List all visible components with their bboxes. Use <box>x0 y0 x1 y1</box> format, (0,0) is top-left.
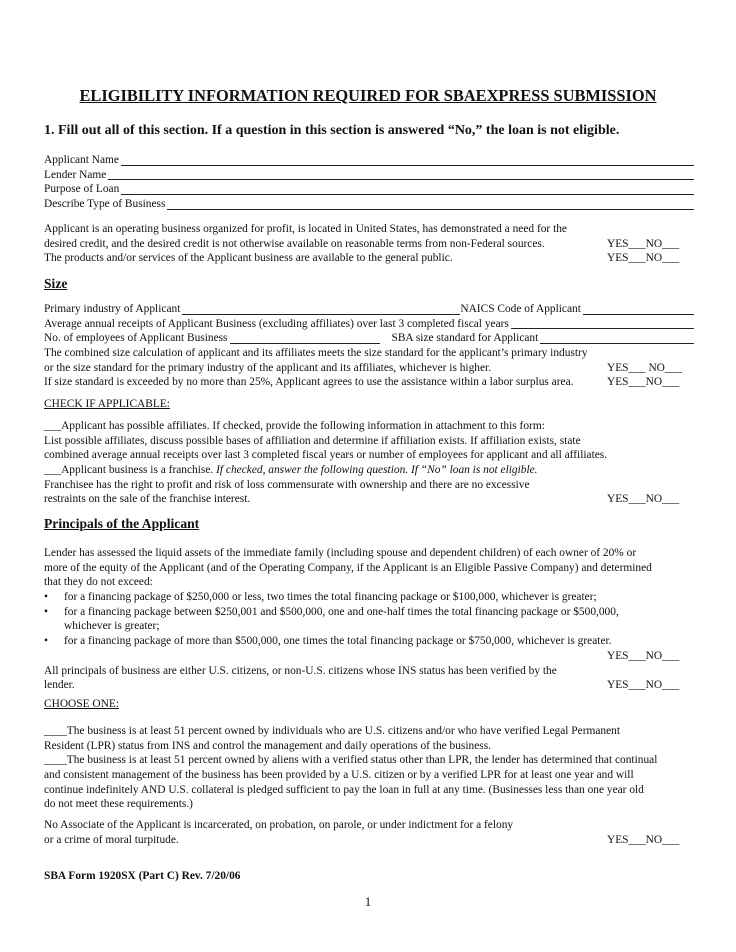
text-line <box>44 361 694 376</box>
text-line: Resident (LPR) status from INS and control the management and daily operations of the business. <box>44 739 491 752</box>
field-label: Primary industry of Applicant <box>44 302 181 315</box>
yes-no-answer[interactable]: YES___NO___ <box>607 649 680 662</box>
list-item-text: for a financing package of $250,000 or less, two times the total financing package or $100,000, whichever is greater; <box>64 591 597 604</box>
bullet-icon: • <box>44 591 48 604</box>
choose-section <box>44 724 694 812</box>
page-number: 1 <box>364 894 372 909</box>
yes-no-answer[interactable]: YES___ NO___ <box>607 361 682 374</box>
check-section <box>44 419 694 507</box>
field-blank[interactable] <box>108 169 694 180</box>
list-item-continued <box>44 619 694 634</box>
yes-no-answer[interactable]: YES___NO___ <box>607 376 680 389</box>
text-segment: lender. <box>44 679 75 692</box>
affiliates-checkbox-line[interactable]: ___Applicant has possible affiliates. If checked, provide the following information in attachment to this form: <box>44 420 545 432</box>
applicant-fields <box>44 153 694 212</box>
field-label: Purpose of Loan <box>44 183 120 196</box>
list-item <box>44 634 694 649</box>
field-blank[interactable] <box>121 184 694 195</box>
applicant-name-field[interactable] <box>44 153 694 168</box>
text-line: and consistent management of the business has been provided by a U.S. citizen or by a verified LPR for at least one year and will <box>44 769 634 782</box>
text-line: List possible affiliates, discuss possible bases of affiliation and determine if affiliation exists. If affiliation exists, state <box>44 434 581 447</box>
yes-no-answer[interactable]: YES___NO___ <box>607 237 680 250</box>
italic-note: If checked, answer the following question. If “No” loan is not eligible. <box>216 464 538 477</box>
size-heading: Size <box>44 276 68 291</box>
text-line: combined average annual receipts over last 3 completed fiscal years or number of employees for applicant and all affiliates. <box>44 449 608 462</box>
field-label: NAICS Code of Applicant <box>460 302 581 315</box>
eligibility-paragraph <box>44 222 694 266</box>
text-line <box>44 678 694 693</box>
text-line: The combined size calculation of applicant and its affiliates meets the size standard for the applicant’s primary industry <box>44 347 588 360</box>
text-segment: restraints on the sale of the franchise interest. <box>44 493 251 506</box>
primary-industry-field[interactable] <box>44 302 694 317</box>
page-title: ELIGIBILITY INFORMATION REQUIRED FOR SBAEXPRESS SUBMISSION <box>79 86 657 105</box>
yes-no-answer[interactable]: YES___NO___ <box>607 679 680 692</box>
field-label: Applicant Name <box>44 153 119 166</box>
principals-section <box>44 546 694 693</box>
text-segment: or the size standard for the primary industry of the applicant and its affiliates, whichever is higher. <box>44 361 492 374</box>
text-segment: The products and/or services of the Applicant business are available to the general public. <box>44 252 453 265</box>
choose-one-heading: CHOOSE ONE: <box>44 698 119 710</box>
text-line: Lender has assessed the liquid assets of the immediate family (including spouse and dependent children) of each owner of 20% or <box>44 547 637 559</box>
list-item-text: for a financing package between $250,001 and $500,000, one and one-half times the total financing package or $500,000, <box>64 605 619 618</box>
bullet-icon: • <box>44 635 48 648</box>
text-line: that they do not exceed: <box>44 576 153 589</box>
list-item <box>44 605 694 620</box>
principals-heading: Principals of the Applicant <box>44 516 200 531</box>
text-line: Applicant is an operating business organized for profit, is located in United States, has demonstrated a need for the <box>44 223 567 235</box>
text-line: All principals of business are either U.S. citizens, or non-U.S. citizens whose INS status has been verified by the <box>44 664 557 677</box>
text-line: do not meet these requirements.) <box>44 798 193 811</box>
employees-field[interactable] <box>44 331 694 346</box>
field-label: Lender Name <box>44 168 107 181</box>
text-line: continue indefinitely AND U.S. collateral is pledged sufficient to pay the loan in full at any time. (Businesses less than one year old <box>44 783 644 796</box>
average-receipts-field[interactable] <box>44 317 694 332</box>
text-segment: ___Applicant business is a franchise. <box>44 464 217 477</box>
list-item-text: whichever is greater; <box>64 620 160 633</box>
text-line: Franchisee has the right to profit and risk of loss commensurate with ownership and there are no excessive <box>44 478 530 491</box>
text-line: more of the equity of the Applicant (and of the Operating Company, if the Applicant is an Eligible Passive Company) and determined <box>44 561 652 574</box>
text-line <box>44 492 694 507</box>
size-section <box>44 302 694 390</box>
bullet-icon: • <box>44 605 48 618</box>
yes-no-answer[interactable]: YES___NO___ <box>607 252 680 265</box>
check-if-applicable-heading: CHECK IF APPLICABLE: <box>44 398 170 410</box>
text-line <box>44 375 694 390</box>
associate-section <box>44 818 694 847</box>
list-item-text: for a financing package of more than $500,000, one times the total financing package or $750,000, whichever is greater. <box>64 635 612 648</box>
business-type-field[interactable] <box>44 197 694 212</box>
field-label: Average annual receipts of Applicant Business (excluding affiliates) over last 3 completed fiscal years <box>44 317 509 330</box>
field-blank[interactable] <box>511 318 694 329</box>
field-blank[interactable] <box>230 333 380 344</box>
field-blank[interactable] <box>540 333 694 344</box>
purpose-of-loan-field[interactable] <box>44 182 694 197</box>
form-footer: SBA Form 1920SX (Part C) Rev. 7/20/06 <box>44 870 241 882</box>
text-segment: desired credit, and the desired credit is not otherwise available on reasonable terms from non-Federal sources. <box>44 237 545 250</box>
yes-no-answer[interactable]: YES___NO___ <box>607 493 680 506</box>
field-label: No. of employees of Applicant Business <box>44 332 228 345</box>
text-line <box>44 833 694 848</box>
text-line: No Associate of the Applicant is incarcerated, on probation, on parole, or under indictment for a felony <box>44 819 514 831</box>
field-label: SBA size standard for Applicant <box>391 332 539 345</box>
list-item <box>44 590 694 605</box>
franchise-checkbox-line[interactable] <box>44 463 694 478</box>
field-blank[interactable] <box>182 304 460 315</box>
text-line <box>44 649 694 664</box>
ownership-option-a[interactable]: ____The business is at least 51 percent owned by individuals who are U.S. citizens and/or who have verified Legal Permanent <box>44 725 621 737</box>
yes-no-answer[interactable]: YES___NO___ <box>607 833 680 846</box>
text-line <box>44 251 694 266</box>
field-blank[interactable] <box>167 199 694 210</box>
field-blank[interactable] <box>583 304 694 315</box>
section-1-heading: 1. Fill out all of this section. If a question in this section is answered “No,” the loan is not eligible. <box>44 123 620 138</box>
field-blank[interactable] <box>121 155 694 166</box>
bullet-spacer <box>44 619 64 634</box>
text-segment: If size standard is exceeded by no more than 25%, Applicant agrees to use the assistance within a labor surplus area. <box>44 376 574 389</box>
lender-name-field[interactable] <box>44 168 694 183</box>
text-segment: or a crime of moral turpitude. <box>44 833 179 846</box>
ownership-option-b[interactable]: ____The business is at least 51 percent owned by aliens with a verified status other than LPR, the lender has determined that continual <box>44 754 658 767</box>
text-line <box>44 237 694 252</box>
field-label: Describe Type of Business <box>44 198 166 211</box>
